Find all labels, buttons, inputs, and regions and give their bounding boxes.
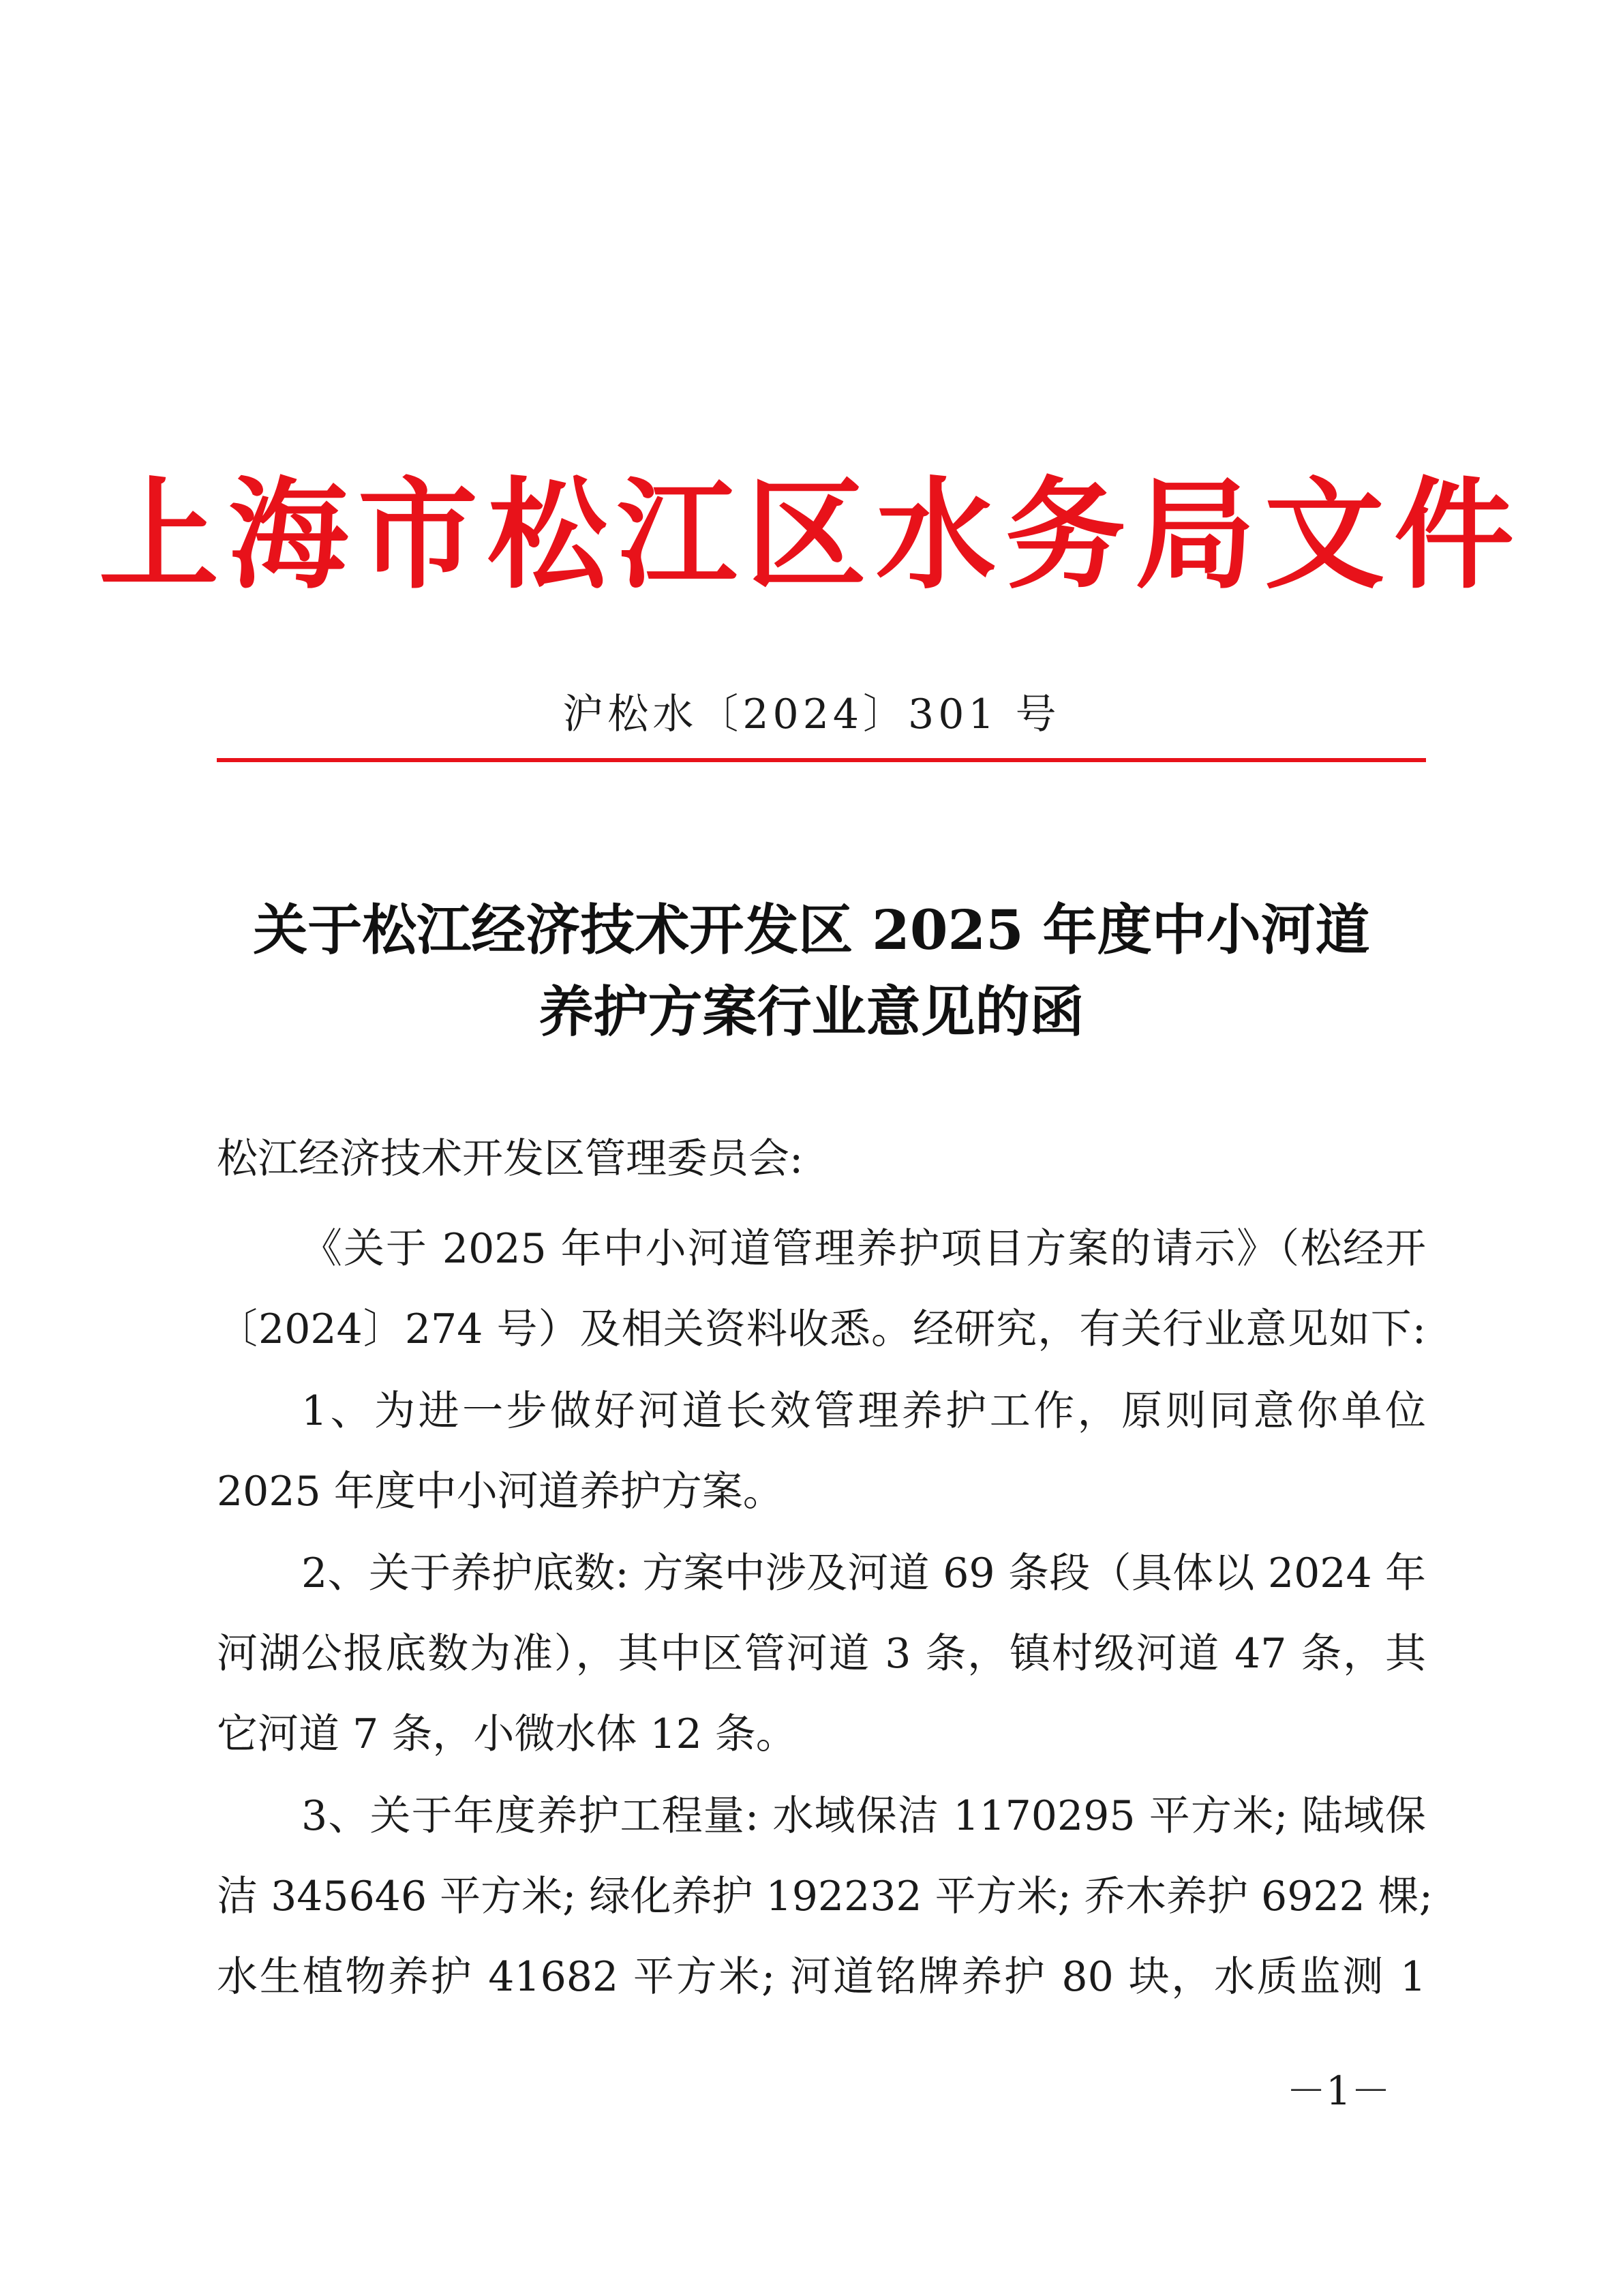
- body-line: 河湖公报底数为准），其中区管河道 3 条，镇村级河道 47 条，其: [217, 1630, 1426, 1678]
- document-number: 沪松水〔2024〕301 号: [562, 691, 1061, 738]
- page-number: －1－: [1286, 2068, 1391, 2114]
- body-line: 它河道 7 条，小微水体 12 条。: [217, 1710, 797, 1758]
- document-title-line-1: 关于松江经济技术开发区 2025 年度中小河道: [253, 898, 1370, 962]
- body-line: 水生植物养护 41682 平方米; 河道铭牌养护 80 块，水质监测 1: [217, 1953, 1426, 2001]
- body-line: 洁 345646 平方米; 绿化养护 192232 平方米; 乔木养护 6922 棵;: [217, 1873, 1434, 1920]
- body-line: 2、关于养护底数: 方案中涉及河道 69 条段（具体以 2024 年: [301, 1550, 1426, 1597]
- body-line: 〔2024〕274 号）及相关资料收悉。经研究，有关行业意见如下:: [217, 1305, 1426, 1353]
- body-line: 3、关于年度养护工程量: 水域保洁 1170295 平方米; 陆域保: [301, 1792, 1426, 1840]
- red-divider-rule: [217, 758, 1426, 762]
- body-line: 《关于 2025 年中小河道管理养护项目方案的请示》（松经开: [301, 1225, 1426, 1273]
- addressee: 松江经济技术开发区管理委员会:: [217, 1135, 804, 1183]
- body-line: 1、为进一步做好河道长效管理养护工作，原则同意你单位: [301, 1387, 1426, 1435]
- document-title-line-2: 养护方案行业意见的函: [539, 980, 1084, 1044]
- masthead-title: 上海市松江区水务局文件: [99, 465, 1524, 605]
- body-line: 2025 年度中小河道养护方案。: [217, 1468, 784, 1515]
